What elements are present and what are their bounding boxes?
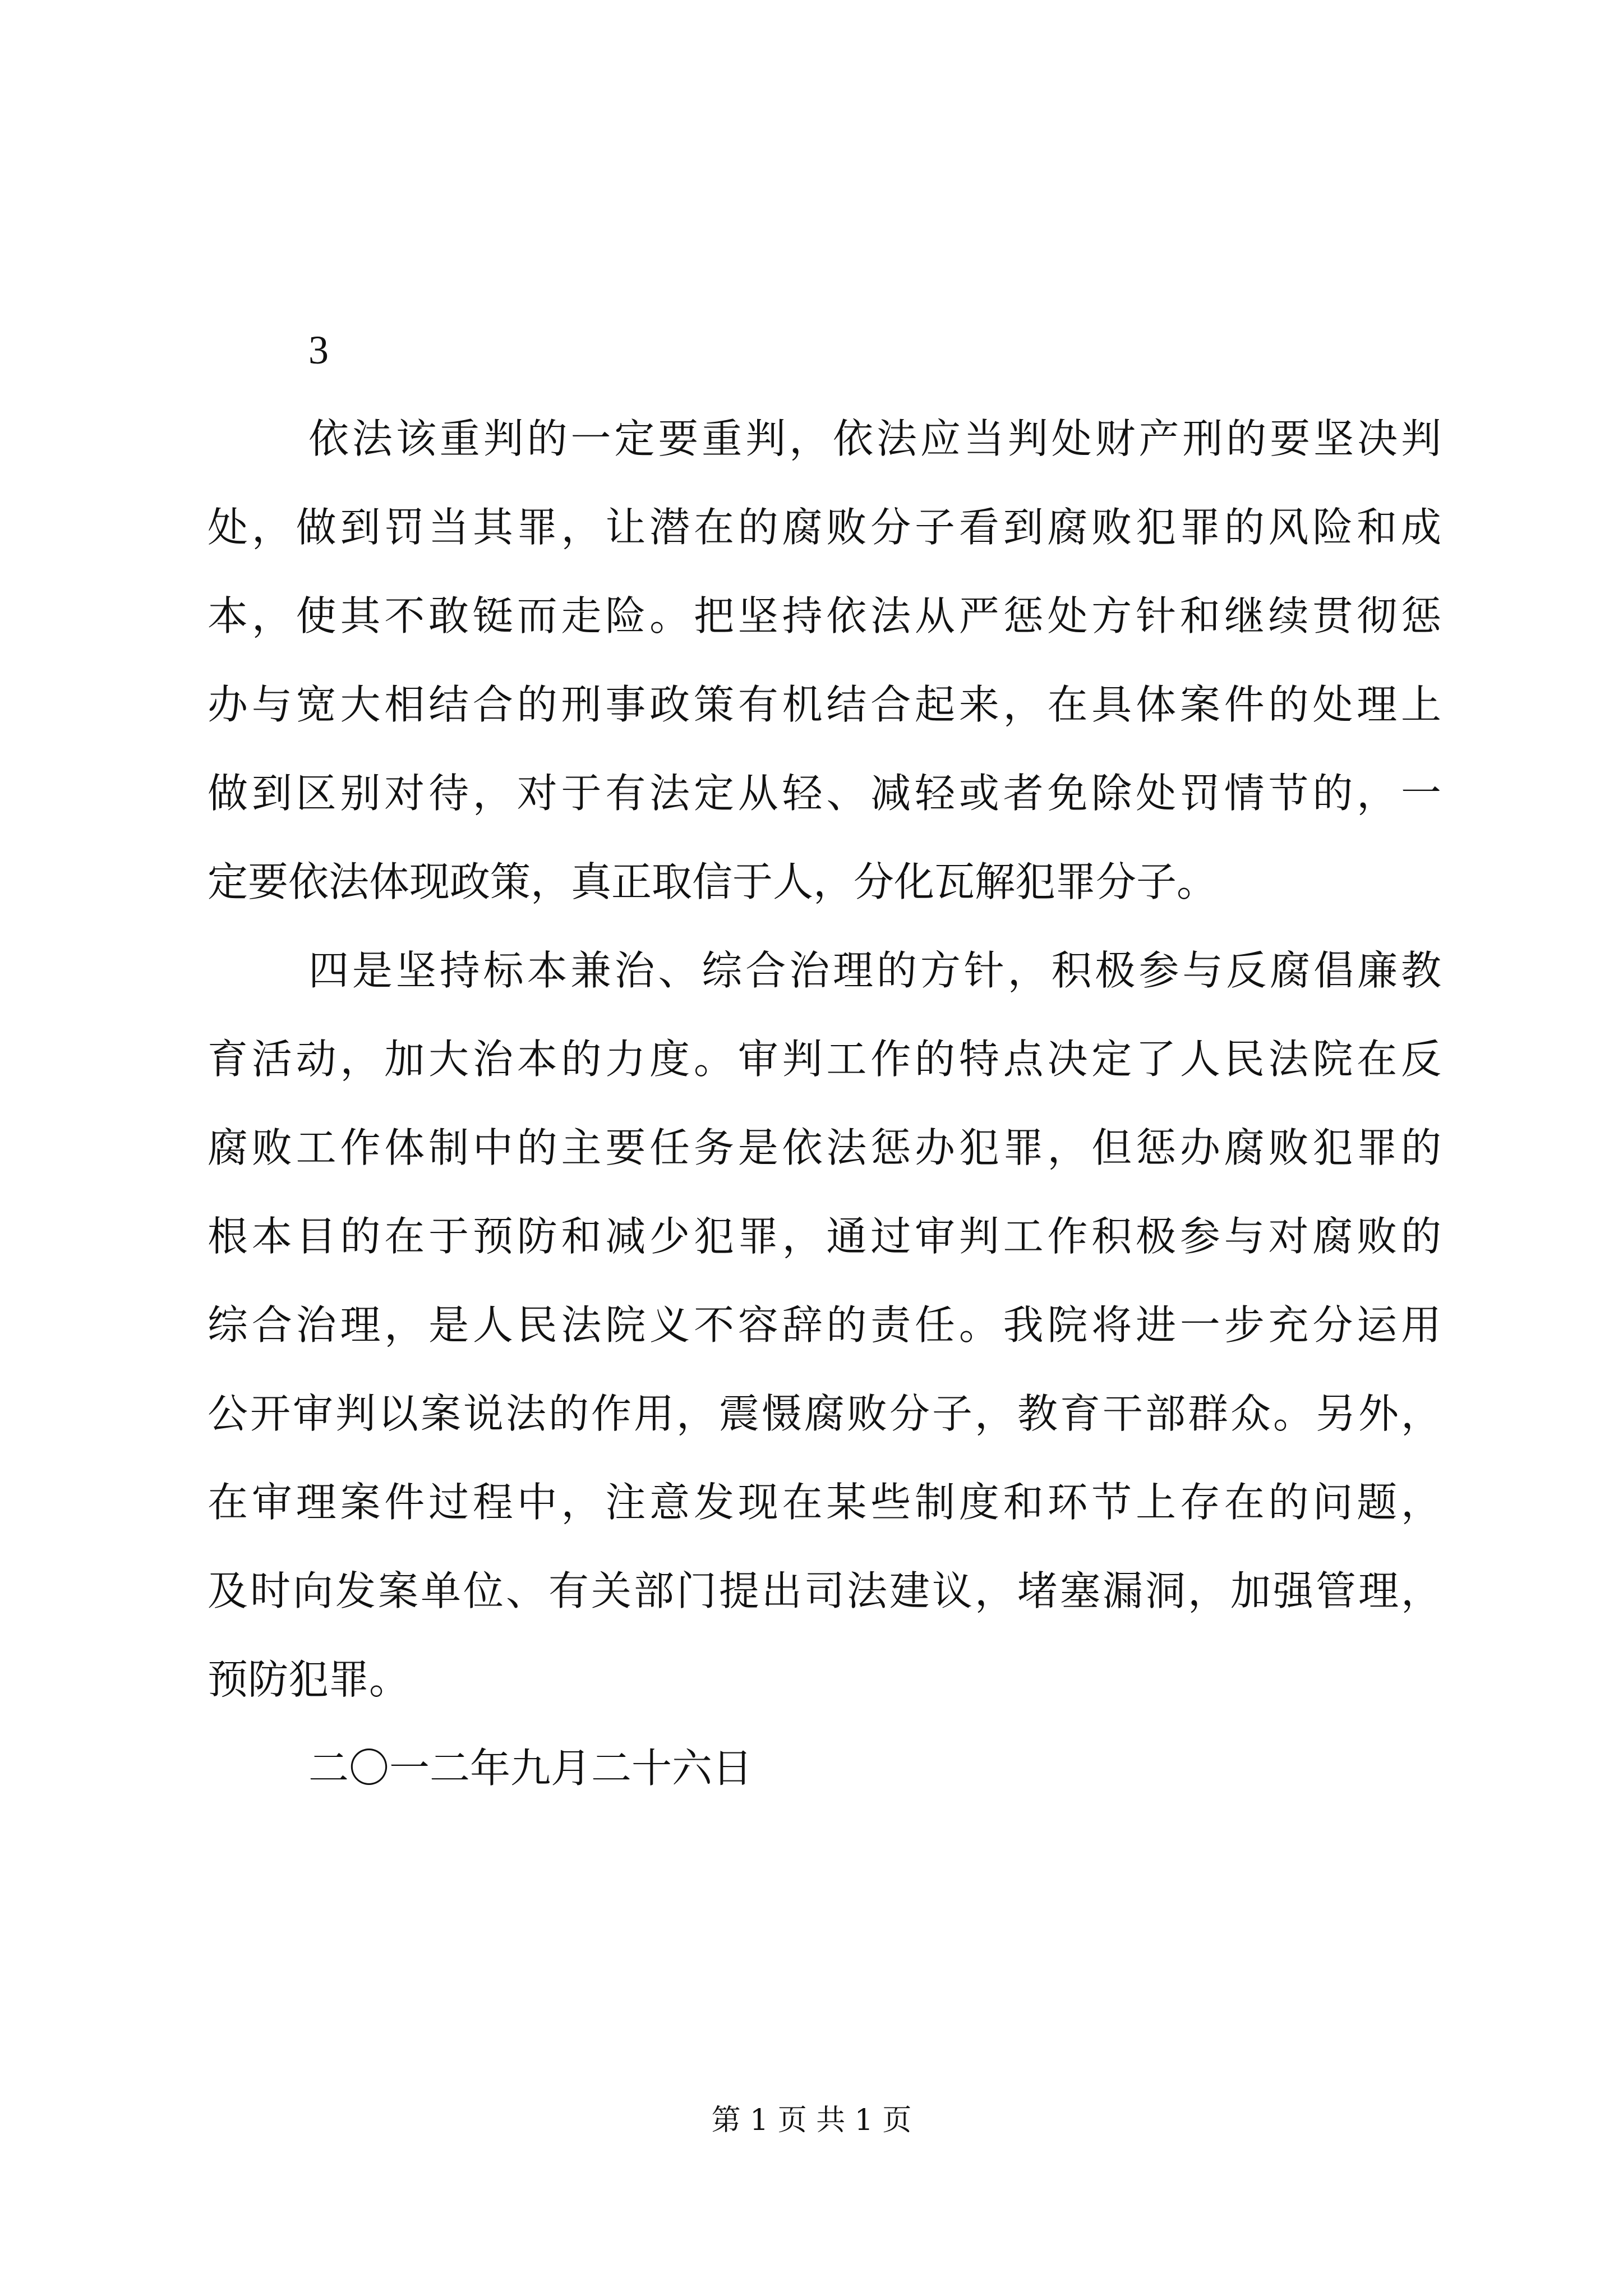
paragraph-line: 处，做到罚当其罪，让潜在的腐败分子看到腐败犯罪的风险和成 bbox=[208, 504, 1441, 551]
paragraph-line: 综合治理，是人民法院义不容辞的责任。我院将进一步充分运用 bbox=[208, 1301, 1441, 1349]
paragraph-line: 公开审判以案说法的作用，震慑腐败分子，教育干部群众。另外， bbox=[208, 1390, 1441, 1437]
paragraph-line: 办与宽大相结合的刑事政策有机结合起来，在具体案件的处理上 bbox=[208, 681, 1441, 728]
paragraph-line: 依法该重判的一定要重判，依法应当判处财产刑的要坚决判 bbox=[308, 415, 1441, 462]
paragraph-line: 预防犯罪。 bbox=[208, 1656, 410, 1703]
paragraph-2 bbox=[208, 926, 1441, 1724]
paragraph-line: 育活动，加大治本的力度。审判工作的特点决定了人民法院在反 bbox=[208, 1036, 1441, 1083]
document-date: 二〇一二年九月二十六日 bbox=[308, 1745, 753, 1792]
paragraph-line: 定要依法体现政策，真正取信于人，分化瓦解犯罪分子。 bbox=[208, 858, 1218, 905]
paragraph-1 bbox=[208, 394, 1441, 926]
paragraph-line: 在审理案件过程中，注意发现在某些制度和环节上存在的问题， bbox=[208, 1479, 1441, 1526]
document-body bbox=[208, 306, 1441, 1812]
paragraph-line: 做到区别对待，对于有法定从轻、减轻或者免除处罚情节的，一 bbox=[208, 770, 1441, 817]
paragraph-line: 根本目的在于预防和减少犯罪，通过审判工作积极参与对腐败的 bbox=[208, 1213, 1441, 1260]
paragraph-line: 四是坚持标本兼治、综合治理的方针，积极参与反腐倡廉教 bbox=[308, 947, 1441, 994]
paragraph-line: 腐败工作体制中的主要任务是依法惩办犯罪，但惩办腐败犯罪的 bbox=[208, 1124, 1441, 1171]
paragraph-line: 及时向发案单位、有关部门提出司法建议，堵塞漏洞，加强管理， bbox=[208, 1567, 1441, 1614]
paragraph-line: 本，使其不敢铤而走险。把坚持依法从严惩处方针和继续贯彻惩 bbox=[208, 592, 1441, 639]
page-footer: 第 1 页 共 1 页 bbox=[711, 2104, 912, 2137]
section-number: 3 bbox=[308, 328, 329, 372]
